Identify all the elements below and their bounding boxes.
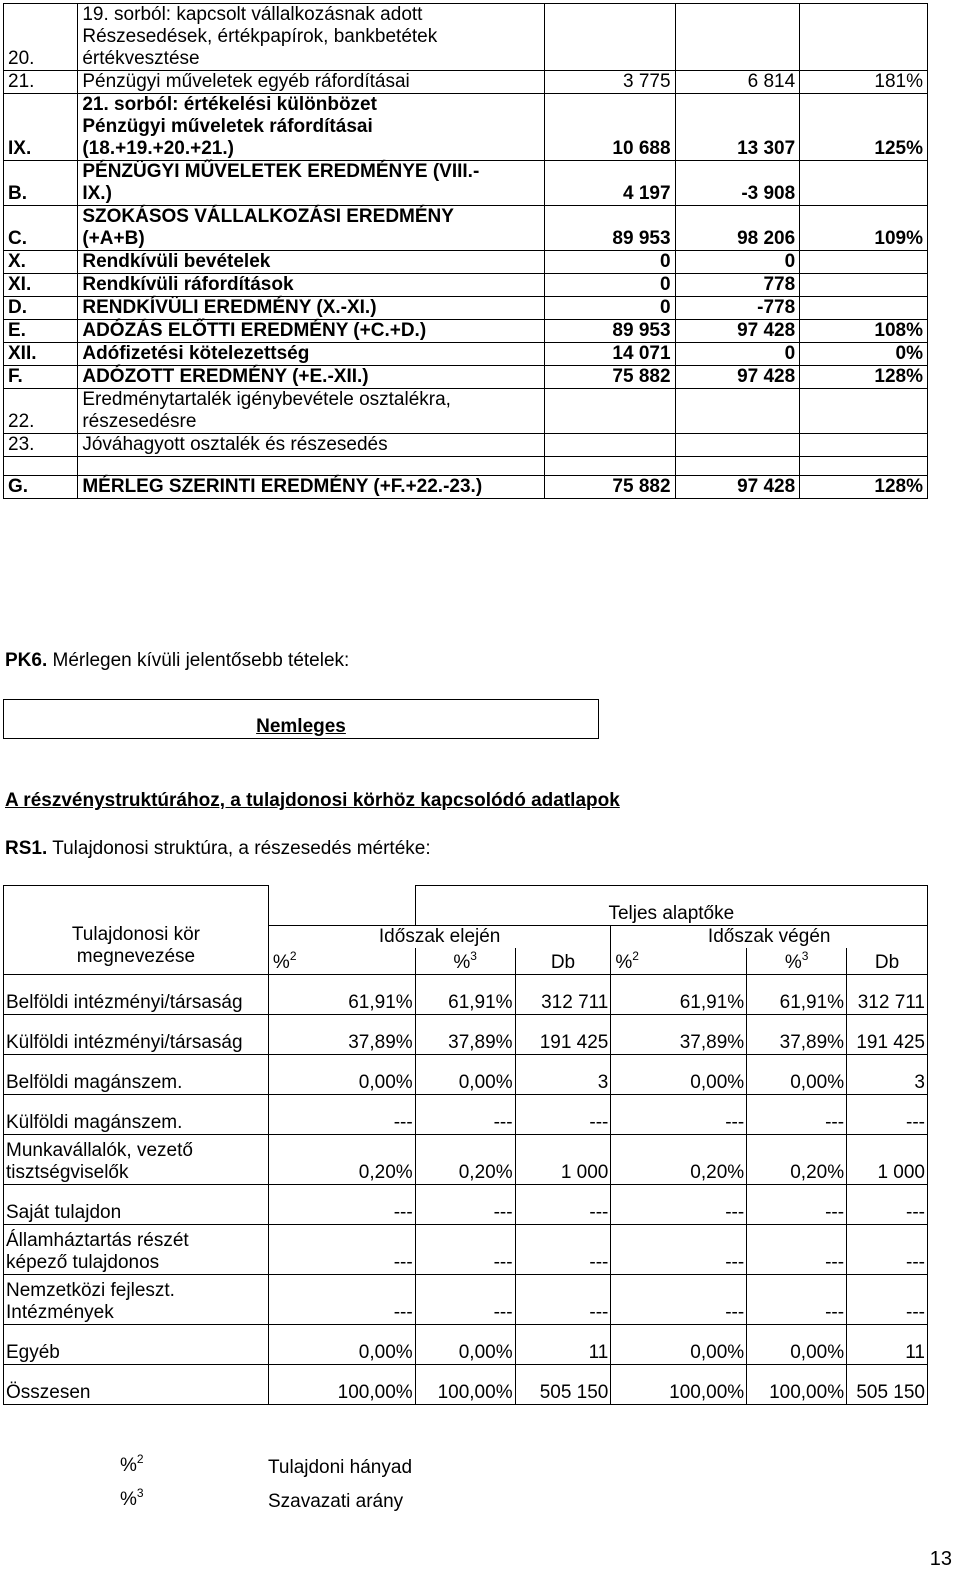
owner-name-line: Nemzetközi fejleszt. — [6, 1279, 175, 1301]
ownership-row — [4, 1274, 928, 1324]
ownership-cell: --- — [847, 1274, 928, 1324]
row-label-line: Pénzügyi műveletek egyéb ráfordításai — [82, 71, 410, 92]
row-label — [78, 251, 545, 274]
row-label-line: (18.+19.+20.+21.) — [82, 138, 234, 159]
ownership-cell: 0,00% — [268, 1054, 415, 1094]
row-code: D. — [4, 297, 78, 320]
period-start-header: Időszak elején — [268, 926, 610, 949]
row-code: IX. — [4, 94, 78, 161]
owner-name — [4, 1224, 269, 1274]
ownership-cell: 0,20% — [415, 1134, 515, 1184]
row-value-prior: 3 775 — [545, 71, 675, 94]
ownership-cell: --- — [747, 1094, 847, 1134]
income-row — [4, 161, 928, 206]
pct-symbol: % — [784, 951, 802, 973]
row-label-line: Adófizetési kötelezettség — [82, 343, 310, 364]
owner-name — [4, 1274, 269, 1324]
ownership-row — [4, 1184, 928, 1224]
row-label — [78, 274, 545, 297]
row-label — [78, 297, 545, 320]
row-code: F. — [4, 366, 78, 389]
row-label-line: Rendkívüli ráfordítások — [82, 274, 294, 295]
pk6-code: PK6. — [5, 650, 48, 671]
row-label-line: ADÓZOTT EREDMÉNY (+E.-XII.) — [82, 366, 369, 387]
row-value-current: -3 908 — [675, 161, 800, 206]
footnote-superscript: 3 — [136, 1486, 144, 1500]
owner-name-line: Egyéb — [6, 1341, 60, 1363]
row-value-prior: 75 882 — [545, 366, 675, 389]
income-row — [4, 251, 928, 274]
ownership-cell: 191 425 — [515, 1014, 611, 1054]
row-value-current: 778 — [675, 274, 800, 297]
row-label-line: MÉRLEG SZERINTI EREDMÉNY (+F.+22.-23.) — [82, 476, 483, 497]
footnote-text: Szavazati arány — [268, 1491, 404, 1512]
pct-superscript: 2 — [632, 948, 639, 963]
nemleges-box — [3, 699, 599, 739]
income-row — [4, 389, 928, 434]
ownership-cell: --- — [515, 1224, 611, 1274]
income-row — [4, 366, 928, 389]
row-label-line: 19. sorból: kapcsolt vállalkozásnak adott — [82, 4, 423, 25]
row-code: 20. — [4, 4, 78, 71]
row-value-current: 97 428 — [675, 320, 800, 343]
income-row — [4, 457, 928, 476]
ownership-cell: --- — [611, 1224, 747, 1274]
income-row — [4, 206, 928, 251]
ownership-cell: --- — [415, 1274, 515, 1324]
ownership-cell: 191 425 — [847, 1014, 928, 1054]
ownership-cell: 100,00% — [611, 1364, 747, 1404]
row-percent — [800, 297, 928, 320]
row-code: E. — [4, 320, 78, 343]
row-code — [4, 457, 78, 476]
ownership-cell: 37,89% — [415, 1014, 515, 1054]
row-code: G. — [4, 476, 78, 499]
group-header: Teljes alaptőke — [415, 886, 927, 926]
row-value-current: 13 307 — [675, 94, 800, 161]
ownership-cell: --- — [611, 1274, 747, 1324]
row-label-line: részesedésre — [82, 411, 197, 432]
owner-name — [4, 1324, 269, 1364]
pct-superscript: 3 — [470, 948, 477, 963]
ownership-row — [4, 1224, 928, 1274]
row-label — [78, 94, 545, 161]
owner-name-line: Külföldi magánszem. — [6, 1111, 183, 1133]
ownership-cell: 37,89% — [268, 1014, 415, 1054]
ownership-cell: --- — [611, 1094, 747, 1134]
row-label — [78, 71, 545, 94]
income-row — [4, 434, 928, 457]
row-value-current — [675, 434, 800, 457]
owner-header-line-1: Tulajdonosi kör — [71, 923, 201, 945]
row-value-current — [675, 457, 800, 476]
ownership-cell: 0,20% — [611, 1134, 747, 1184]
row-value-prior: 0 — [545, 251, 675, 274]
ownership-row — [4, 1364, 928, 1404]
row-percent: 181% — [800, 71, 928, 94]
row-percent — [800, 274, 928, 297]
row-value-prior — [545, 457, 675, 476]
owner-name-line: Belföldi magánszem. — [6, 1071, 183, 1093]
ownership-cell: --- — [415, 1094, 515, 1134]
row-code: C. — [4, 206, 78, 251]
ownership-cell: 0,20% — [747, 1134, 847, 1184]
rs1-code: RS1. — [5, 838, 48, 859]
ownership-cell: 1 000 — [515, 1134, 611, 1184]
ownership-row — [4, 1134, 928, 1184]
rs1-text: Tulajdonosi struktúra, a részesedés mértéke: — [52, 838, 431, 859]
ownership-cell: --- — [268, 1224, 415, 1274]
income-row — [4, 274, 928, 297]
row-value-prior — [545, 389, 675, 434]
row-percent: 109% — [800, 206, 928, 251]
row-code: X. — [4, 251, 78, 274]
income-row — [4, 343, 928, 366]
income-row — [4, 476, 928, 499]
ownership-cell: 61,91% — [268, 974, 415, 1014]
owner-name-line: Összesen — [6, 1381, 91, 1403]
ownership-cell: --- — [847, 1224, 928, 1274]
row-label — [78, 320, 545, 343]
pct-symbol: % — [453, 951, 471, 973]
ownership-cell: 505 150 — [847, 1364, 928, 1404]
ownership-cell: 100,00% — [415, 1364, 515, 1404]
footnote-superscript: 2 — [136, 1452, 144, 1466]
ownership-cell: --- — [747, 1184, 847, 1224]
owner-name-line: Munkavállalók, vezető — [6, 1139, 193, 1161]
row-label — [78, 457, 545, 476]
pct-symbol: % — [272, 951, 290, 973]
income-row — [4, 94, 928, 161]
owner-name — [4, 1364, 269, 1404]
owner-name-line: Saját tulajdon — [6, 1201, 122, 1223]
ownership-cell: 3 — [515, 1054, 611, 1094]
footnote-symbol — [120, 1452, 144, 1477]
row-label — [78, 4, 545, 71]
ownership-cell: 312 711 — [515, 974, 611, 1014]
row-value-prior — [545, 434, 675, 457]
row-percent — [800, 161, 928, 206]
footnote-text: Tulajdoni hányad — [268, 1457, 413, 1478]
row-value-prior — [545, 4, 675, 71]
ownership-cell: --- — [515, 1184, 611, 1224]
ownership-cell: 100,00% — [268, 1364, 415, 1404]
row-label — [78, 206, 545, 251]
row-value-current: -778 — [675, 297, 800, 320]
ownership-cell: 61,91% — [611, 974, 747, 1014]
ownership-cell: 3 — [847, 1054, 928, 1094]
row-percent — [800, 4, 928, 71]
owner-name-line: tisztségviselők — [6, 1161, 129, 1183]
row-percent — [800, 457, 928, 476]
owner-name-line: képező tulajdonos — [6, 1251, 160, 1273]
owner-name-line: Államháztartás részét — [6, 1229, 189, 1251]
row-percent: 0% — [800, 343, 928, 366]
row-value-prior: 89 953 — [545, 206, 675, 251]
row-percent: 128% — [800, 366, 928, 389]
ownership-cell: 100,00% — [747, 1364, 847, 1404]
ownership-cell: --- — [268, 1184, 415, 1224]
row-value-prior: 10 688 — [545, 94, 675, 161]
pct-subheader — [747, 948, 847, 974]
footnote-pct: % — [120, 1489, 137, 1510]
row-label — [78, 343, 545, 366]
owner-name — [4, 1094, 269, 1134]
period-end-header: Időszak végén — [611, 926, 928, 949]
row-value-prior: 75 882 — [545, 476, 675, 499]
row-code: 21. — [4, 71, 78, 94]
nemleges-text: Nemleges — [256, 716, 346, 737]
row-percent: 125% — [800, 94, 928, 161]
ownership-cell: --- — [611, 1184, 747, 1224]
ownership-cell: 0,00% — [268, 1324, 415, 1364]
ownership-cell: 1 000 — [847, 1134, 928, 1184]
row-label-line: RENDKÍVÜLI EREDMÉNY (X.-XI.) — [82, 297, 377, 318]
row-label-line: Jóváhagyott osztalék és részesedés — [82, 434, 388, 455]
row-value-prior: 89 953 — [545, 320, 675, 343]
income-row — [4, 320, 928, 343]
row-code: 22. — [4, 389, 78, 434]
pct-subheader — [611, 948, 747, 974]
income-row — [4, 71, 928, 94]
page-number: 13 — [929, 1548, 952, 1570]
ownership-cell: 0,00% — [747, 1054, 847, 1094]
footnote-pct: % — [120, 1455, 137, 1476]
owner-header-line-2: megnevezése — [76, 945, 196, 967]
pct-symbol: % — [615, 951, 633, 973]
ownership-cell: 11 — [515, 1324, 611, 1364]
row-label — [78, 366, 545, 389]
row-label-line: SZOKÁSOS VÁLLALKOZÁSI EREDMÉNY — [82, 206, 454, 227]
ownership-cell: 11 — [847, 1324, 928, 1364]
row-label-line: IX.) — [82, 183, 112, 204]
pct-superscript: 2 — [289, 948, 297, 963]
income-statement-table — [3, 3, 928, 499]
ownership-structure-table — [3, 885, 928, 1405]
ownership-cell: 37,89% — [611, 1014, 747, 1054]
row-label — [78, 434, 545, 457]
owner-name — [4, 1184, 269, 1224]
row-label-line: PÉNZÜGYI MŰVELETEK EREDMÉNYE (VIII.- — [82, 161, 480, 182]
row-label-line: értékvesztése — [82, 48, 200, 69]
ownership-cell: --- — [268, 1274, 415, 1324]
row-label — [78, 389, 545, 434]
row-value-prior: 0 — [545, 297, 675, 320]
row-label-line: Rendkívüli bevételek — [82, 251, 271, 272]
ownership-cell: --- — [847, 1094, 928, 1134]
ownership-cell: 505 150 — [515, 1364, 611, 1404]
owner-name — [4, 974, 269, 1014]
ownership-cell: 0,00% — [611, 1324, 747, 1364]
ownership-cell: 312 711 — [847, 974, 928, 1014]
ownership-row — [4, 1054, 928, 1094]
owner-column-header — [4, 886, 269, 975]
pct-superscript: 3 — [801, 948, 809, 963]
row-label — [78, 476, 545, 499]
ownership-cell: --- — [415, 1224, 515, 1274]
row-value-prior: 4 197 — [545, 161, 675, 206]
row-percent: 108% — [800, 320, 928, 343]
row-percent: 128% — [800, 476, 928, 499]
row-code: 23. — [4, 434, 78, 457]
ownership-cell: 0,00% — [747, 1324, 847, 1364]
ownership-cell: --- — [515, 1094, 611, 1134]
ownership-cell: 0,00% — [415, 1324, 515, 1364]
ownership-cell: 0,00% — [611, 1054, 747, 1094]
row-code: XII. — [4, 343, 78, 366]
row-value-current: 98 206 — [675, 206, 800, 251]
row-value-current — [675, 389, 800, 434]
ownership-row — [4, 974, 928, 1014]
ownership-cell: --- — [515, 1274, 611, 1324]
ownership-cell: --- — [268, 1094, 415, 1134]
footnote-symbol — [120, 1486, 144, 1511]
row-code: B. — [4, 161, 78, 206]
row-value-current: 6 814 — [675, 71, 800, 94]
row-label — [78, 161, 545, 206]
ownership-cell: 0,20% — [268, 1134, 415, 1184]
row-value-current: 0 — [675, 251, 800, 274]
income-row — [4, 297, 928, 320]
income-row — [4, 4, 928, 71]
row-percent — [800, 434, 928, 457]
row-value-current — [675, 4, 800, 71]
row-value-current: 97 428 — [675, 366, 800, 389]
ownership-cell: 61,91% — [747, 974, 847, 1014]
row-label-line: 21. sorból: értékelési különbözet — [82, 94, 377, 115]
row-value-current: 0 — [675, 343, 800, 366]
ownership-cell: --- — [847, 1184, 928, 1224]
ownership-row — [4, 1094, 928, 1134]
ownership-cell: --- — [747, 1274, 847, 1324]
db-subheader: Db — [515, 948, 611, 974]
owner-name-line: Belföldi intézményi/társaság — [6, 991, 243, 1013]
ownership-cell: 37,89% — [747, 1014, 847, 1054]
db-subheader: Db — [847, 948, 928, 974]
ownership-row — [4, 1014, 928, 1054]
section-heading: A részvénystruktúrához, a tulajdonosi körhöz kapcsolódó adatlapok — [5, 790, 620, 811]
ownership-cell: --- — [747, 1224, 847, 1274]
row-percent — [800, 251, 928, 274]
owner-name — [4, 1014, 269, 1054]
owner-name-line: Intézmények — [6, 1301, 114, 1323]
row-label-line: Részesedések, értékpapírok, bankbetétek — [82, 26, 438, 47]
owner-name — [4, 1134, 269, 1184]
ownership-row — [4, 1324, 928, 1364]
ownership-cell: --- — [415, 1184, 515, 1224]
pk6-text: Mérlegen kívüli jelentősebb tételek: — [52, 650, 350, 671]
row-label-line: Pénzügyi műveletek ráfordításai — [82, 116, 373, 137]
owner-name-line: Külföldi intézményi/társaság — [6, 1031, 243, 1053]
ownership-cell: 61,91% — [415, 974, 515, 1014]
row-code: XI. — [4, 274, 78, 297]
owner-name — [4, 1054, 269, 1094]
pk6-line — [5, 650, 349, 672]
row-value-prior: 0 — [545, 274, 675, 297]
row-label-line: ADÓZÁS ELŐTTI EREDMÉNY (+C.+D.) — [82, 320, 427, 341]
row-value-current: 97 428 — [675, 476, 800, 499]
pct-subheader — [415, 948, 515, 974]
row-percent — [800, 389, 928, 434]
row-label-line: (+A+B) — [82, 228, 145, 249]
ownership-header-row-1 — [4, 886, 928, 926]
rs1-line — [5, 838, 431, 860]
row-label-line: Eredménytartalék igénybevétele osztalékra, — [82, 389, 451, 410]
ownership-cell: 0,00% — [415, 1054, 515, 1094]
pct-subheader — [268, 948, 415, 974]
row-value-prior: 14 071 — [545, 343, 675, 366]
